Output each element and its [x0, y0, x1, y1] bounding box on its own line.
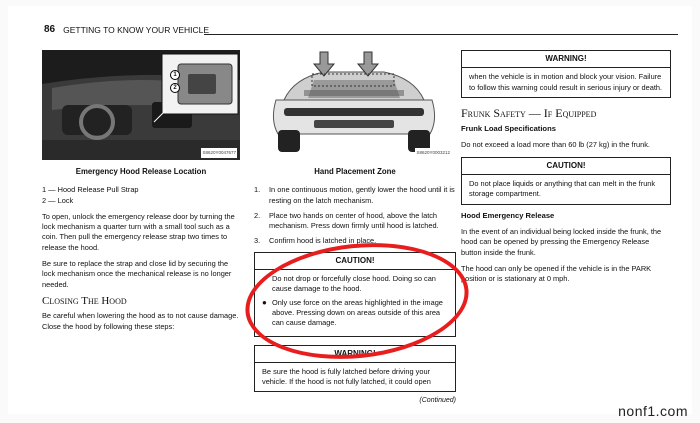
- caution-title: CAUTION!: [462, 158, 670, 175]
- warning-box: [254, 345, 456, 393]
- caution-box: [461, 157, 671, 205]
- car-front-illustration: [254, 50, 454, 160]
- paragraph: Do not exceed a load more than 60 lb (27 kg) in the frunk.: [461, 140, 650, 150]
- caution-body: [255, 270, 455, 335]
- paragraph: Be sure to replace the strap and close lid by securing the lock mechanism once the mechanical release is no longer needed.: [42, 259, 232, 289]
- steps-list: [254, 185, 456, 246]
- column-left: [42, 50, 240, 338]
- callout-marker: 2: [170, 83, 180, 93]
- watermark: nonf1.com: [618, 403, 688, 419]
- continued-note: (Continued): [419, 397, 456, 405]
- page-header: [44, 24, 209, 35]
- warning-body: when the vehicle is in motion and block your vision. Failure to follow this warning could result in serious injury or death.: [469, 72, 663, 92]
- figure-caption: Hand Placement Zone: [314, 167, 396, 176]
- list-item: [254, 185, 456, 206]
- warning-box: [461, 50, 671, 98]
- subheading: Hood Emergency Release: [461, 210, 555, 220]
- bullet-icon: ●: [262, 297, 267, 307]
- bullet-text: Do not drop or forcefully close hood. Doing so can cause damage to the hood.: [272, 274, 436, 294]
- column-right: [461, 50, 671, 290]
- section-title: Frunk Safety — If Equipped: [461, 105, 597, 120]
- dashboard-figure: [42, 50, 240, 160]
- step-number: 3.: [254, 236, 261, 246]
- list-item: [254, 236, 456, 246]
- step-text: Confirm hood is latched in place.: [269, 236, 377, 246]
- caution-body: Do not place liquids or anything that can melt in the frunk storage compartment.: [469, 179, 656, 199]
- step-text: Place two hands on center of hood, above the latch mechanism. Press down firmly until hood is latched.: [269, 210, 439, 231]
- bullet-text: Only use force on the areas highlighted in the image above. Pressing down on areas outside of this area can cause damage.: [272, 297, 443, 328]
- callout-marker: 1: [170, 70, 180, 80]
- bullet-item: [262, 274, 448, 295]
- paragraph: In the event of an individual being locked inside the frunk, the hood can be opened by pressing the Emergency Release button inside the frunk.: [461, 226, 662, 257]
- warning-title: WARNING!: [462, 51, 670, 68]
- step-number: 1.: [254, 185, 261, 195]
- chapter-title: GETTING TO KNOW YOUR VEHICLE: [63, 24, 210, 35]
- figure-id: S8620Y0003212: [415, 148, 451, 158]
- caution-title: CAUTION!: [255, 253, 455, 270]
- paragraph: To open, unlock the emergency release door by turning the lock mechanism a quarter turn with a small tool such as a coin. Then pull the emergency release strap two times to release the hood.: [42, 211, 235, 252]
- figure-id: S8620Y0047677: [201, 148, 237, 158]
- dashboard-illustration: [42, 50, 240, 160]
- section-title: Closing The Hood: [42, 294, 127, 307]
- bullet-item: [262, 298, 448, 329]
- legend-item: 2 — Lock: [42, 195, 74, 205]
- warning-body: Be sure the hood is fully latched before driving your vehicle. If the hood is not fully latched, it could open: [262, 366, 431, 387]
- legend-item: 1 — Hood Release Pull Strap: [42, 185, 139, 195]
- step-number: 2.: [254, 210, 261, 220]
- paragraph: The hood can only be opened if the vehicle is in the PARK position or is stationary at 0 mph.: [461, 263, 652, 284]
- figure-caption: Emergency Hood Release Location: [75, 167, 207, 176]
- warning-title: WARNING!: [255, 346, 455, 363]
- manual-page: [8, 6, 692, 414]
- step-text: In one continuous motion, gently lower the hood until it is resting on the latch mechanism.: [269, 185, 455, 205]
- header-rule: [204, 34, 678, 35]
- page-number: 86: [44, 24, 56, 35]
- paragraph: Be careful when lowering the hood as to not cause damage. Close the hood by following these steps:: [42, 311, 239, 331]
- column-middle: [254, 50, 456, 407]
- figure-legend: [42, 185, 240, 206]
- car-figure: [254, 50, 454, 160]
- list-item: [254, 211, 456, 232]
- callout-group: [170, 70, 180, 93]
- subheading: Frunk Load Specifications: [461, 124, 556, 134]
- caution-box: [254, 252, 456, 337]
- bullet-icon: ●: [262, 274, 267, 284]
